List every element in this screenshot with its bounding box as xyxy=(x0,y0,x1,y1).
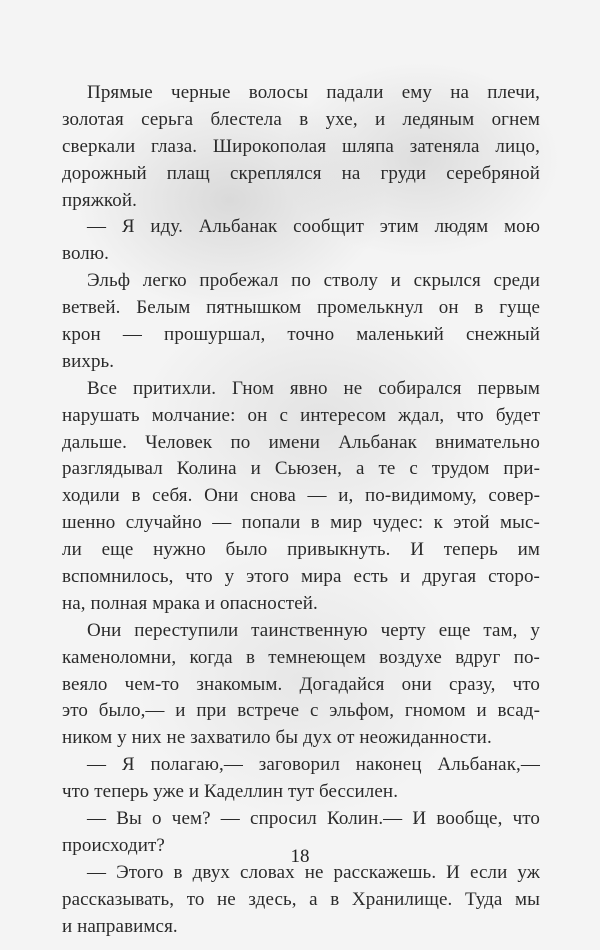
text-line: рассказывать, то не здесь, а в Хранилище. Туда мы xyxy=(62,888,540,910)
page-number: 18 xyxy=(290,846,310,867)
text-line: ли еще нужно было привыкнуть. И теперь им xyxy=(62,539,540,561)
text-line: ходили в себя. Они снова — и, по-видимому, совер- xyxy=(62,485,540,507)
text-line: нарушать молчание: он с интересом ждал, что будет xyxy=(62,404,540,426)
text-line: веяло чем-то знакомым. Догадайся они сразу, что xyxy=(62,673,540,695)
text-line: Они переступили таинственную черту еще там, у xyxy=(87,619,540,641)
text-line: дорожный плащ скреплялся на груди серебряной xyxy=(62,162,540,184)
text-line: и направимся. xyxy=(62,915,178,937)
text-line: пряжкой. xyxy=(62,189,138,211)
text-line: — Этого в двух словах не расскажешь. И если уж xyxy=(87,861,540,883)
text-line: что теперь уже и Каделлин тут бессилен. xyxy=(62,781,399,803)
book-page-text xyxy=(62,80,540,941)
text-line: ветвей. Белым пятнышком промелькнул он в гуще xyxy=(62,297,540,319)
text-line: вспомнилось, что у этого мира есть и другая сторо- xyxy=(62,566,540,588)
text-line: каменоломни, когда в темнеющем воздухе вдруг по- xyxy=(62,646,540,668)
text-line: Прямые черные волосы падали ему на плечи, xyxy=(87,82,540,103)
text-line: дальше. Человек по имени Альбанак внимательно xyxy=(62,431,540,453)
text-line: — Я полагаю,— заговорил наконец Альбанак,— xyxy=(87,754,540,776)
text-line: на, полная мрака и опасностей. xyxy=(62,592,318,614)
text-line: Эльф легко пробежал по стволу и скрылся среди xyxy=(87,270,540,292)
text-line: — Я иду. Альбанак сообщит этим людям мою xyxy=(87,216,540,238)
text-line: ником у них не захватило бы дух от неожиданности. xyxy=(62,727,492,749)
text-line: разглядывал Колина и Сьюзен, а те с трудом при- xyxy=(62,458,540,480)
text-line: происходит? xyxy=(62,834,165,856)
text-line: шенно случайно — попали в мир чудес: к этой мыс- xyxy=(62,512,540,534)
text-line: — Вы о чем? — спросил Колин.— И вообще, что xyxy=(87,808,540,830)
text-line: Все притихли. Гном явно не собирался первым xyxy=(87,377,540,399)
text-line: сверкали глаза. Широкополая шляпа затеняла лицо, xyxy=(62,135,540,157)
text-line: вихрь. xyxy=(62,350,115,372)
text-line: волю. xyxy=(62,243,110,265)
text-line: золотая серьга блестела в ухе, и ледяным огнем xyxy=(62,108,540,130)
text-line: это было,— и при встрече с эльфом, гномом и всад- xyxy=(62,700,540,722)
text-line: крон — прошуршал, точно маленький снежный xyxy=(62,324,540,346)
